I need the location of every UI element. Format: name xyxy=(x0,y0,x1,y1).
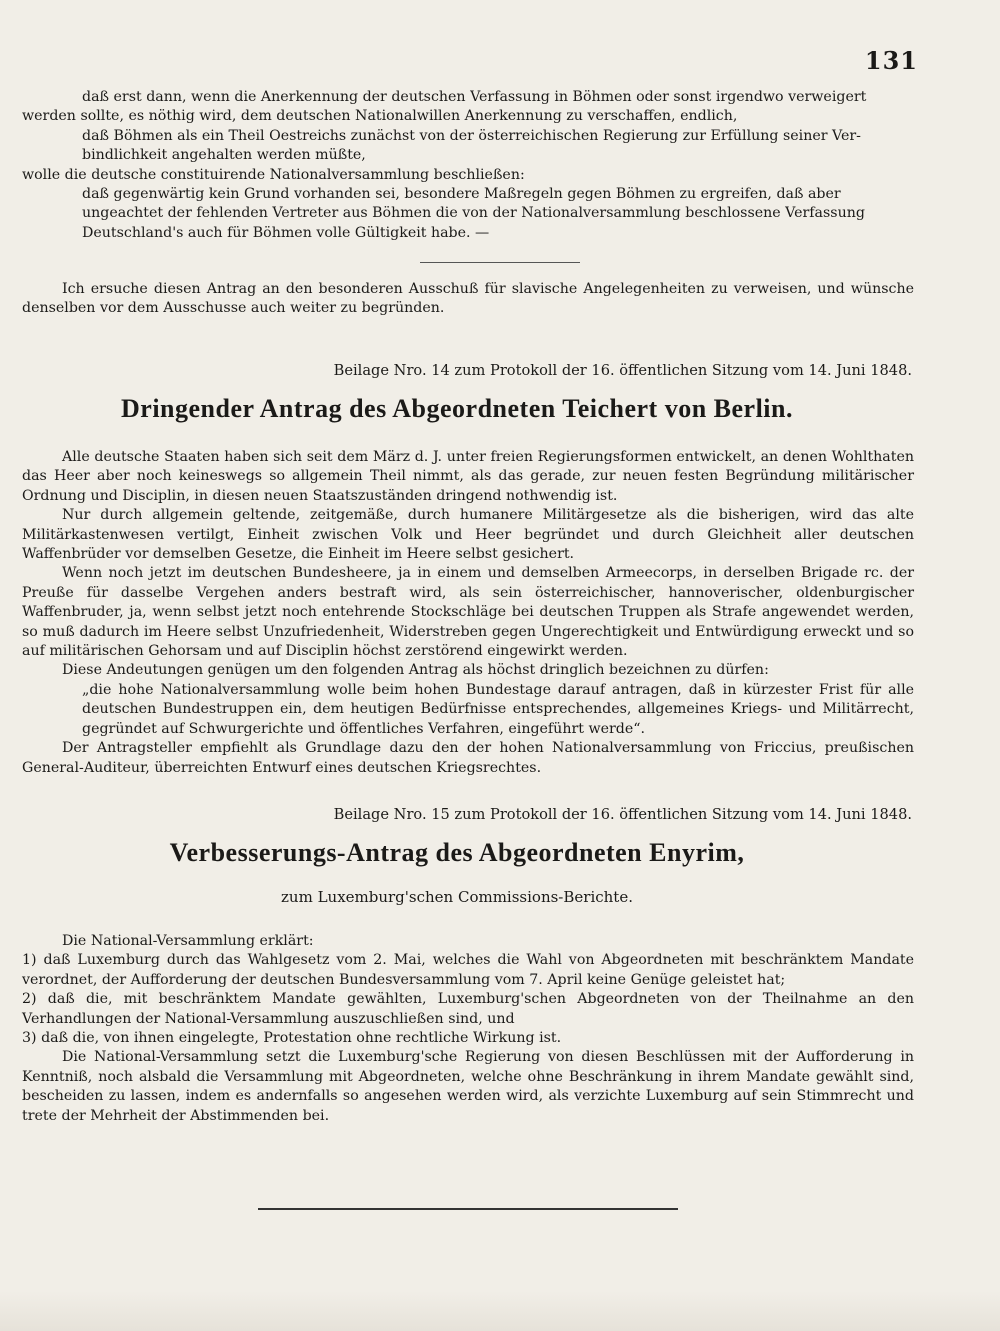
paragraph: Diese Andeutungen genügen um den folgenden Antrag als höchst dringlich bezeichnen zu dürfen: xyxy=(62,662,769,679)
text-line: daß Böhmen als ein Theil Oestreichs zunächst von der österreichischen Regierung zur Erfüllung seiner Ver- xyxy=(82,127,861,144)
teichert-motion-body xyxy=(22,448,914,778)
text-line: ungeachtet der fehlenden Vertreter aus Böhmen die von der Nationalversammlung beschlossene Verfassung xyxy=(82,205,865,222)
subheading-luxemburg: zum Luxemburg'schen Commissions-Berichte. xyxy=(281,888,633,906)
text-line: werden sollte, es nöthig wird, dem deutschen Nationalwillen Anerkennung zu verschaffen, endlich, xyxy=(22,108,738,125)
paragraph: Wenn noch jetzt im deutschen Bundesheere, ja in einem und demselben Armeecorps, in derselben Brigade rc. der Preuße für dasselbe Vergehen anders bestraft wird, als sein österreichischer, hannoverischer, oldenburgischer Waffenbruder, ja, wenn selbst jetzt noch entehrende Stockschläge bei deutschen Truppen als Strafe angewendet werden, so muß dadurch im Heere selbst Unzufriedenheit, Widerstreben gegen Ungerechtigkeit und Entwürdigung erweckt und so auf militärischen Gehorsam und auf Disciplin höchst zerstörend eingewirkt werden. xyxy=(22,565,914,660)
page-bottom-shading xyxy=(0,1291,1000,1331)
paragraph: Nur durch allgemein geltende, zeitgemäße, durch humanere Militärgesetze als die bisherigen, wird das alte Militärkastenwesen vertilgt, Einheit zwischen Volk und Heer begründet und durch Gleichheit aller deutschen Waffenbrüder vor demselben Gesetze, die Einheit im Heere selbst gesichert. xyxy=(22,507,914,563)
heading-enyrim-motion: Verbesserungs-Antrag des Abgeordneten Enyrim, xyxy=(169,838,745,867)
page-number: 131 xyxy=(864,46,918,75)
paragraph: Alle deutsche Staaten haben sich seit dem März d. J. unter freien Regierungsformen entwickelt, an denen Wohlthaten das Heer aber noch keineswegs so allgemein Theil nimmt, als das gerade, zur neuen festen Begründung militärischer Ordnung und Disciplin, in diesen neuen Staatszuständen dringend nothwendig ist. xyxy=(22,449,914,504)
beilage-15-caption: Beilage Nro. 15 zum Protokoll der 16. öffentlichen Sitzung vom 14. Juni 1848. xyxy=(333,806,912,823)
paragraph: Ich ersuche diesen Antrag an den besonderen Ausschuß für slavische Angelegenheiten zu verweisen, und wünsche denselben vor dem Ausschusse auch weiter zu begründen. xyxy=(22,281,914,317)
end-rule xyxy=(258,1208,678,1210)
paragraph: Der Antragsteller empfiehlt als Grundlage dazu den der hohen Nationalversammlung von Friccius, preußischen General-Auditeur, überreichten Entwurf eines deutschen Kriegsrechtes. xyxy=(22,740,914,776)
numbered-item: 3) daß die, von ihnen eingelegte, Protestation ohne rechtliche Wirkung ist. xyxy=(22,1030,562,1047)
enyrim-motion-body xyxy=(22,932,914,1126)
beilage-14-caption: Beilage Nro. 14 zum Protokoll der 16. öffentlichen Sitzung vom 14. Juni 1848. xyxy=(333,362,912,379)
heading-teichert-motion: Dringender Antrag des Abgeordneten Teichert von Berlin. xyxy=(121,394,793,423)
text-line: daß erst dann, wenn die Anerkennung der deutschen Verfassung in Böhmen oder sonst irgendwo verweigert xyxy=(82,89,867,105)
numbered-item: 1) daß Luxemburg durch das Wahlgesetz vom 2. Mai, welches die Wahl von Abgeordneten mit beschränktem Mandate verordnet, der Aufforderung der deutschen Bundesversammlung vom 7. April keine Genüge geleistet hat; xyxy=(22,952,914,988)
numbered-item: 2) daß die, mit beschränktem Mandate gewählten, Luxemburg'schen Abgeordneten von der Theilnahme an den Verhandlungen der National-Versammlung auszuschließen sind, und xyxy=(22,991,914,1027)
motion-conclusion-block xyxy=(22,88,914,243)
text-line: wolle die deutsche constituirende Nationalversammlung beschließen: xyxy=(22,166,525,183)
text-line: daß gegenwärtig kein Grund vorhanden sei, besondere Maßregeln gegen Böhmen zu ergreifen, daß aber xyxy=(82,186,841,203)
request-paragraph xyxy=(22,280,914,319)
separator-rule xyxy=(420,262,580,263)
text-line: bindlichkeit angehalten werden müßte, xyxy=(82,147,366,164)
text-line: Deutschland's auch für Böhmen volle Gültigkeit habe. — xyxy=(82,224,490,241)
paragraph: Die National-Versammlung erklärt: xyxy=(62,933,314,949)
quoted-motion: „die hohe Nationalversammlung wolle beim hohen Bundestage darauf antragen, daß in kürzester Frist für alle deutschen Bundestruppen ein, dem heutigen Bedürfnisse entsprechendes, allgemeines Kriegs- und Militärrecht, gegründet auf Schwurgerichte und öffentliches Verfahren, eingeführt werde“. xyxy=(82,681,914,737)
paragraph: Die National-Versammlung setzt die Luxemburg'sche Regierung von diesen Beschlüssen mit der Aufforderung in Kenntniß, noch alsbald die Versammlung mit Abgeordneten, welche ohne Beschränkung in ihrem Mandate gewählt sind, bescheiden zu lassen, indem es andernfalls so angesehen werden wird, als verzichte Luxemburg auf sein Stimmrecht und trete der Mehrheit der Abstimmenden bei. xyxy=(22,1049,914,1124)
